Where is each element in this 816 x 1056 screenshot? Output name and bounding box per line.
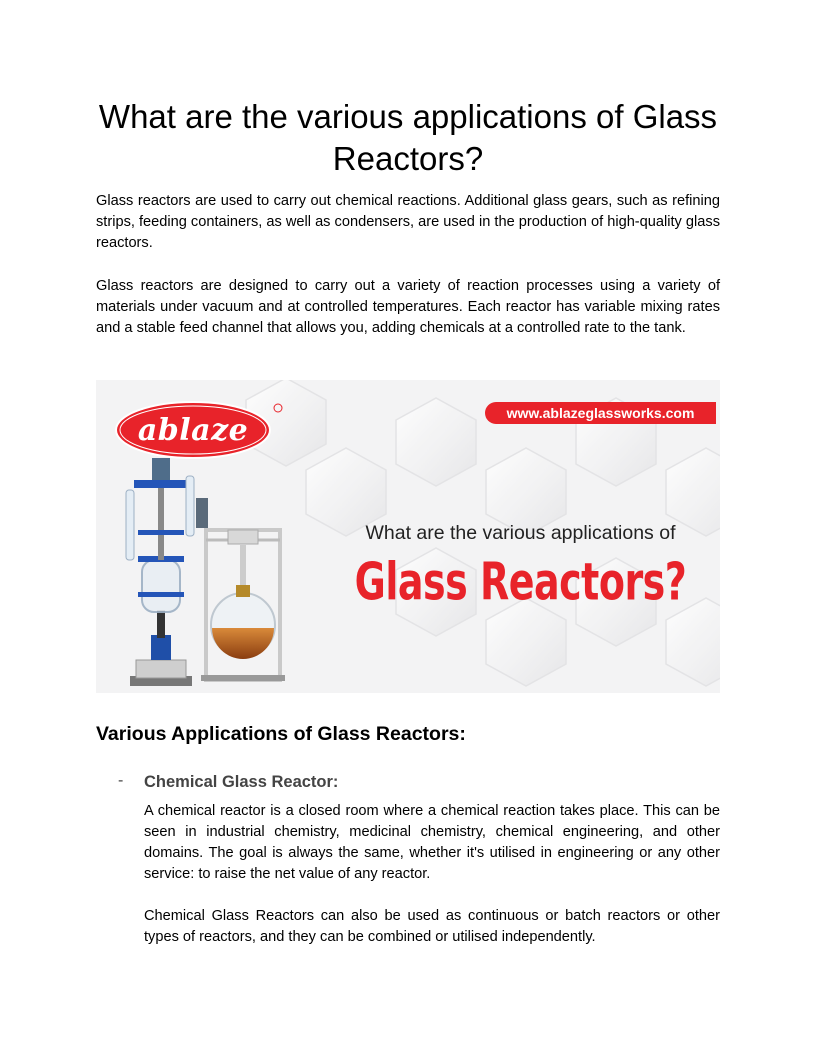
section-heading: Various Applications of Glass Reactors: bbox=[96, 723, 466, 745]
item-paragraph-2: Chemical Glass Reactors can also be used as continuous or batch reactors or other types of reactors, and they can be combined or utilised independently. bbox=[144, 908, 720, 945]
banner-image bbox=[96, 380, 720, 693]
bullet-marker: - bbox=[118, 772, 124, 789]
item-title-chemical-glass-reactor: Chemical Glass Reactor: bbox=[144, 773, 339, 791]
banner-question: What are the various applications of bbox=[365, 522, 676, 544]
logo-text: ablaze bbox=[137, 412, 249, 448]
website-url-badge: www.ablazeglassworks.com bbox=[485, 402, 716, 424]
ablaze-logo bbox=[116, 402, 270, 458]
intro-paragraph-2: Glass reactors are designed to carry out a variety of reaction processes using a variety of materials under vacuum and at controlled temperatures. Each reactor has variable mixing rates and a stable feed channel that allows you, adding chemicals at a controlled rate to the tank. bbox=[96, 278, 720, 336]
intro-paragraph-1: Glass reactors are used to carry out chemical reactions. Additional glass gears, such as refining strips, feeding containers, as well as condensers, are used in the production of high-quality glass reactors. bbox=[96, 193, 720, 251]
page-title: What are the various applications of Glass Reactors? bbox=[98, 98, 718, 177]
item-paragraph-1: A chemical reactor is a closed room where a chemical reaction takes place. This can be seen in industrial chemistry, medicinal chemistry, chemical engineering, and other domains. The goal is always the same, whether it's utilised in engineering or any other service: to raise the net value of any reactor. bbox=[144, 803, 720, 882]
banner-headline: Glass Reactors? bbox=[354, 552, 687, 612]
